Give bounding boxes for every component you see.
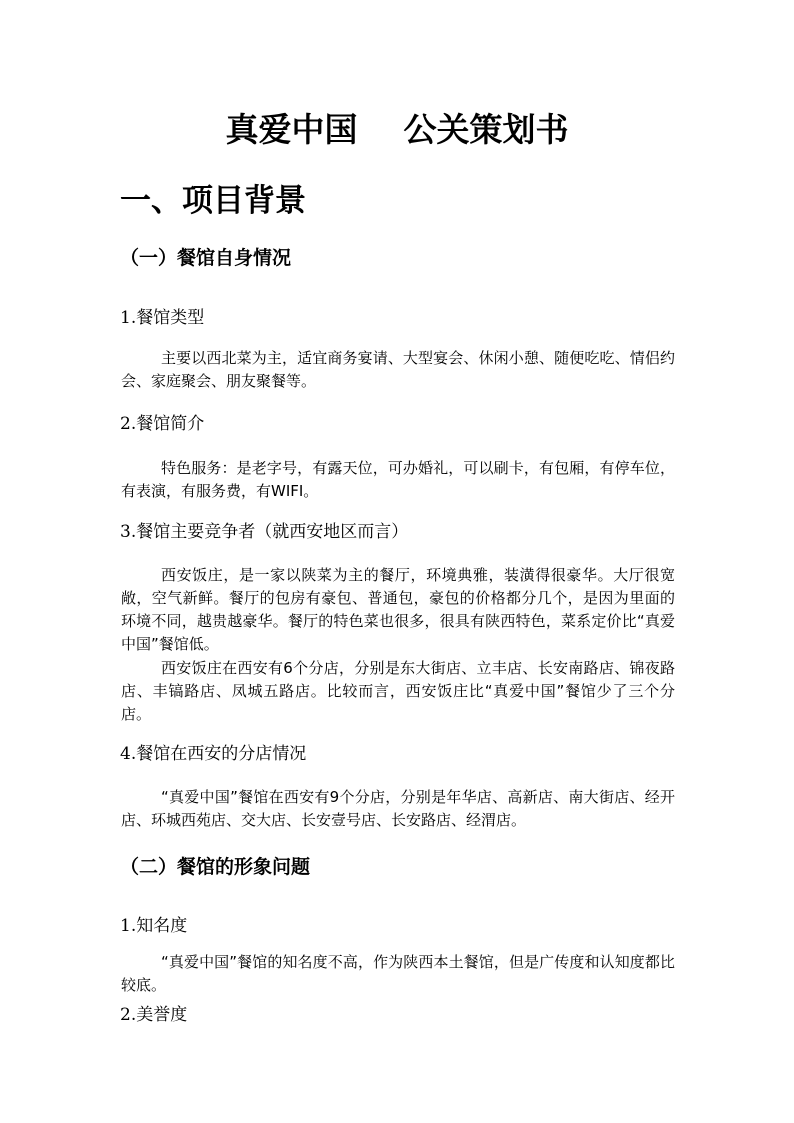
item-heading-xian-branches: 4.餐馆在西安的分店情况 [120,744,307,764]
paragraph-restaurant-type: 主要以西北菜为主，适宜商务宴请、大型宴会、休闲小憩、随便吃吃、情侣约会、家庭聚会、朋友聚餐等。 [121,349,675,390]
item-heading-reputation: 2.美誉度 [120,1005,188,1025]
subsection-heading-image-issues: （二）餐馆的形象问题 [120,856,311,878]
item-heading-awareness: 1.知名度 [120,916,188,936]
item-heading-restaurant-type: 1.餐馆类型 [120,308,205,328]
paragraph-restaurant-intro: 特色服务：是老字号，有露天位，可办婚礼，可以刷卡，有包厢，有停车位，有表演，有服务费，有WIFI。 [121,459,675,500]
paragraph-competitor-description: 西安饭庄，是一家以陕菜为主的餐厅，环境典雅，装潢得很豪华。大厅很宽敞，空气新鲜。餐厅的包房有豪包、普通包，豪包的价格都分几个，是因为里面的环境不同，越贵越豪华。餐厅的特色菜也很多，很具有陕西特色，菜系定价比“真爱中国”餐馆低。 [121,566,675,653]
paragraph-xian-branches: “真爱中国”餐馆在西安有9个分店，分别是年华店、高新店、南大街店、经开店、环城西苑店、交大店、长安壹号店、长安路店、经渭店。 [121,788,675,829]
subsection-heading-restaurant-situation: （一）餐馆自身情况 [120,247,292,269]
item-heading-restaurant-intro: 2.餐馆简介 [120,414,205,434]
paragraph-competitor-branches: 西安饭庄在西安有6个分店，分别是东大街店、立丰店、长安南路店、锦夜路店、丰镐路店、凤城五路店。比较而言，西安饭庄比“真爱中国”餐馆少了三个分店。 [121,659,675,723]
item-heading-main-competitors: 3.餐馆主要竞争者（就西安地区而言） [120,522,409,542]
paragraph-awareness: “真爱中国”餐馆的知名度不高，作为陕西本土餐馆，但是广传度和认知度都比较底。 [121,953,675,994]
section-heading-project-background: 一、项目背景 [120,183,306,219]
document-title: 真爱中国 公关策划书 [225,110,569,149]
